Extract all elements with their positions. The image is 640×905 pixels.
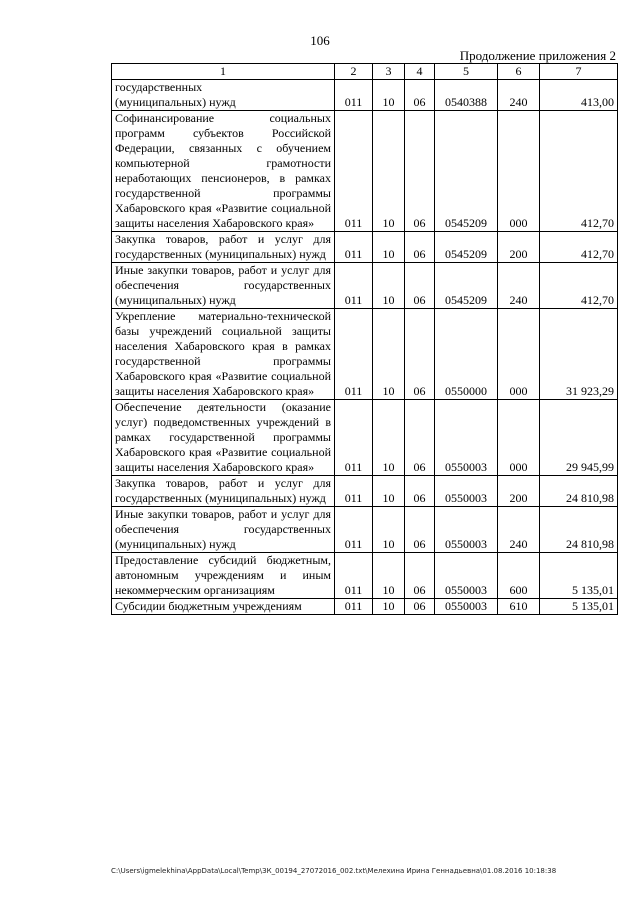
budget-table bbox=[111, 63, 618, 615]
column-header: 6 bbox=[498, 64, 540, 80]
row-description: Обеспечение деятельности (оказание услуг) подведомственных учреждений в рамках государственной программы Хабаровского края «Развитие социальной защиты населения Хабаровского края» bbox=[112, 400, 335, 476]
subsection-code: 06 bbox=[405, 80, 435, 111]
section-code: 10 bbox=[373, 232, 405, 263]
target-article-code: 0545209 bbox=[435, 111, 498, 232]
subsection-code: 06 bbox=[405, 553, 435, 599]
section-code: 10 bbox=[373, 507, 405, 553]
expense-type-code: 000 bbox=[498, 111, 540, 232]
column-numbers-row bbox=[112, 64, 618, 80]
row-description: Предоставление субсидий бюджетным, автономным учреждениям и иным некоммерческим организациям bbox=[112, 553, 335, 599]
amount: 31 923,29 bbox=[540, 309, 618, 400]
expense-type-code: 240 bbox=[498, 507, 540, 553]
table-row bbox=[112, 80, 618, 111]
ministry-code: 011 bbox=[335, 263, 373, 309]
target-article-code: 0540388 bbox=[435, 80, 498, 111]
target-article-code: 0545209 bbox=[435, 263, 498, 309]
table-row bbox=[112, 553, 618, 599]
row-description: Иные закупки товаров, работ и услуг для обеспечения государственных (муниципальных) нужд bbox=[112, 263, 335, 309]
amount: 412,70 bbox=[540, 263, 618, 309]
subsection-code: 06 bbox=[405, 400, 435, 476]
page-number: 106 bbox=[310, 33, 330, 48]
amount: 412,70 bbox=[540, 111, 618, 232]
row-description: Субсидии бюджетным учреждениям bbox=[112, 599, 335, 615]
table-row bbox=[112, 111, 618, 232]
table-row bbox=[112, 263, 618, 309]
table-row bbox=[112, 507, 618, 553]
target-article-code: 0550000 bbox=[435, 309, 498, 400]
subsection-code: 06 bbox=[405, 476, 435, 507]
ministry-code: 011 bbox=[335, 232, 373, 263]
target-article-code: 0545209 bbox=[435, 232, 498, 263]
amount: 24 810,98 bbox=[540, 476, 618, 507]
ministry-code: 011 bbox=[335, 599, 373, 615]
column-header: 4 bbox=[405, 64, 435, 80]
subsection-code: 06 bbox=[405, 599, 435, 615]
amount: 24 810,98 bbox=[540, 507, 618, 553]
target-article-code: 0550003 bbox=[435, 553, 498, 599]
subsection-code: 06 bbox=[405, 263, 435, 309]
row-description: государственных (муниципальных) нужд bbox=[112, 80, 335, 111]
section-code: 10 bbox=[373, 111, 405, 232]
file-path-footer: C:\Users\igmelekhina\AppData\Local\Temp\ЗК_00194_27072016_002.txt\Мелехина Ирина Геннадьевна\01.08.2016 10:18:38 bbox=[111, 867, 557, 875]
expense-type-code: 600 bbox=[498, 553, 540, 599]
column-header: 2 bbox=[335, 64, 373, 80]
table-row bbox=[112, 476, 618, 507]
table-row bbox=[112, 599, 618, 615]
ministry-code: 011 bbox=[335, 400, 373, 476]
expense-type-code: 610 bbox=[498, 599, 540, 615]
column-header: 5 bbox=[435, 64, 498, 80]
column-header: 3 bbox=[373, 64, 405, 80]
continuation-caption: Продолжение приложения 2 bbox=[459, 48, 616, 63]
target-article-code: 0550003 bbox=[435, 507, 498, 553]
target-article-code: 0550003 bbox=[435, 400, 498, 476]
row-description: Иные закупки товаров, работ и услуг для обеспечения государственных (муниципальных) нужд bbox=[112, 507, 335, 553]
ministry-code: 011 bbox=[335, 476, 373, 507]
section-code: 10 bbox=[373, 80, 405, 111]
expense-type-code: 240 bbox=[498, 80, 540, 111]
ministry-code: 011 bbox=[335, 80, 373, 111]
target-article-code: 0550003 bbox=[435, 476, 498, 507]
subsection-code: 06 bbox=[405, 507, 435, 553]
expense-type-code: 000 bbox=[498, 400, 540, 476]
column-header: 7 bbox=[540, 64, 618, 80]
amount: 412,70 bbox=[540, 232, 618, 263]
column-header: 1 bbox=[112, 64, 335, 80]
amount: 29 945,99 bbox=[540, 400, 618, 476]
section-code: 10 bbox=[373, 599, 405, 615]
row-description: Закупка товаров, работ и услуг для государственных (муниципальных) нужд bbox=[112, 232, 335, 263]
section-code: 10 bbox=[373, 400, 405, 476]
row-description: Укрепление материально-технической базы учреждений социальной защиты населения Хабаровского края в рамках государственной программы Хабаровского края «Развитие социальной защиты населения Хабаровского края» bbox=[112, 309, 335, 400]
subsection-code: 06 bbox=[405, 309, 435, 400]
expense-type-code: 200 bbox=[498, 476, 540, 507]
expense-type-code: 200 bbox=[498, 232, 540, 263]
section-code: 10 bbox=[373, 553, 405, 599]
expense-type-code: 000 bbox=[498, 309, 540, 400]
expense-type-code: 240 bbox=[498, 263, 540, 309]
ministry-code: 011 bbox=[335, 111, 373, 232]
row-description: Закупка товаров, работ и услуг для государственных (муниципальных) нужд bbox=[112, 476, 335, 507]
table-row bbox=[112, 232, 618, 263]
target-article-code: 0550003 bbox=[435, 599, 498, 615]
subsection-code: 06 bbox=[405, 232, 435, 263]
subsection-code: 06 bbox=[405, 111, 435, 232]
amount: 5 135,01 bbox=[540, 599, 618, 615]
section-code: 10 bbox=[373, 263, 405, 309]
table-row bbox=[112, 309, 618, 400]
section-code: 10 bbox=[373, 309, 405, 400]
amount: 413,00 bbox=[540, 80, 618, 111]
table-row bbox=[112, 400, 618, 476]
section-code: 10 bbox=[373, 476, 405, 507]
row-description: Софинансирование социальных программ субъектов Российской Федерации, связанных с обучением компьютерной грамотности неработающих пенсионеров, в рамках государственной программы Хабаровского края «Развитие социальной защиты населения Хабаровского края» bbox=[112, 111, 335, 232]
amount: 5 135,01 bbox=[540, 553, 618, 599]
ministry-code: 011 bbox=[335, 553, 373, 599]
ministry-code: 011 bbox=[335, 507, 373, 553]
ministry-code: 011 bbox=[335, 309, 373, 400]
